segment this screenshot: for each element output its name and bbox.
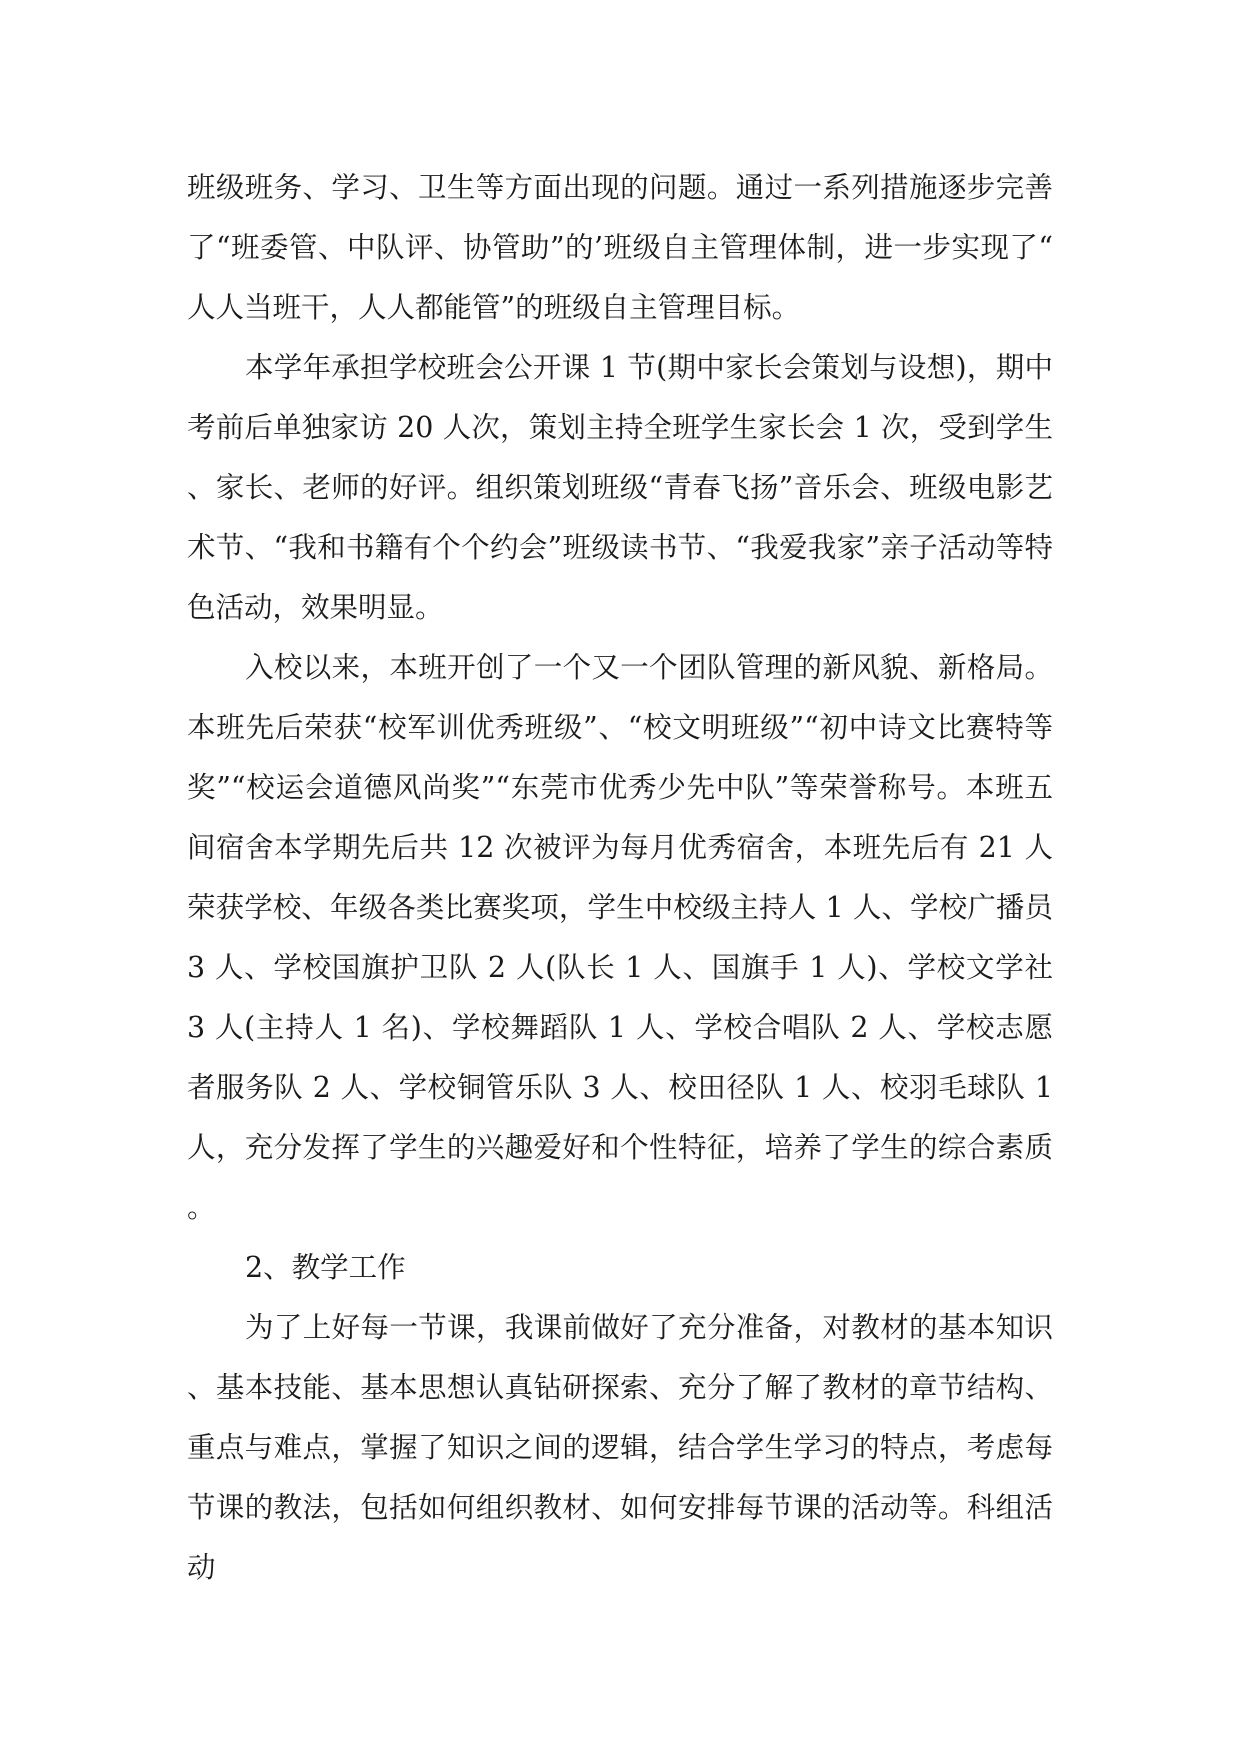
- document-body: [187, 158, 1053, 1598]
- paragraph-teaching-preparation: 为了上好每一节课，我课前做好了充分准备，对教材的基本知识、基本技能、基本思想认真钻研探索、充分了解了教材的章节结构、重点与难点，掌握了知识之间的逻辑，结合学生学习的特点，考虑每节课的教法，包括如何组织教材、如何安排每节课的活动等。科组活动: [187, 1311, 1053, 1584]
- section-heading-teaching-work: 2、教学工作: [245, 1251, 406, 1284]
- paragraph-class-management-continued: 班级班务、学习、卫生等方面出现的问题。通过一系列措施逐步完善了“班委管、中队评、协管助”的’班级自主管理体制，进一步实现了“人人当班干，人人都能管”的班级自主管理目标。: [187, 171, 1053, 324]
- paragraph-open-class-and-activities: 本学年承担学校班会公开课 1 节(期中家长会策划与设想)，期中考前后单独家访 20 人次，策划主持全班学生家长会 1 次，受到学生、家长、老师的好评。组织策划班级“青春飞扬”音乐会、班级电影艺术节、“我和书籍有个个约会”班级读书节、“我爱我家”亲子活动等特色活动，效果明显。: [187, 351, 1053, 624]
- paragraph-class-honors: 入校以来，本班开创了一个又一个团队管理的新风貌、新格局。本班先后荣获“校军训优秀班级”、“校文明班级”“初中诗文比赛特等奖”“校运会道德风尚奖”“东莞市优秀少先中队”等荣誉称号。本班五间宿舍本学期先后共 12 次被评为每月优秀宿舍，本班先后有 21 人荣获学校、年级各类比赛奖项，学生中校级主持人 1 人、学校广播员 3 人、学校国旗护卫队 2 人(队长 1 人、国旗手 1 人)、学校文学社 3 人(主持人 1 名)、学校舞蹈队 1 人、学校合唱队 2 人、学校志愿者服务队 2 人、学校铜管乐队 3 人、校田径队 1 人、校羽毛球队 1 人，充分发挥了学生的兴趣爱好和个性特征，培养了学生的综合素质。: [187, 651, 1053, 1224]
